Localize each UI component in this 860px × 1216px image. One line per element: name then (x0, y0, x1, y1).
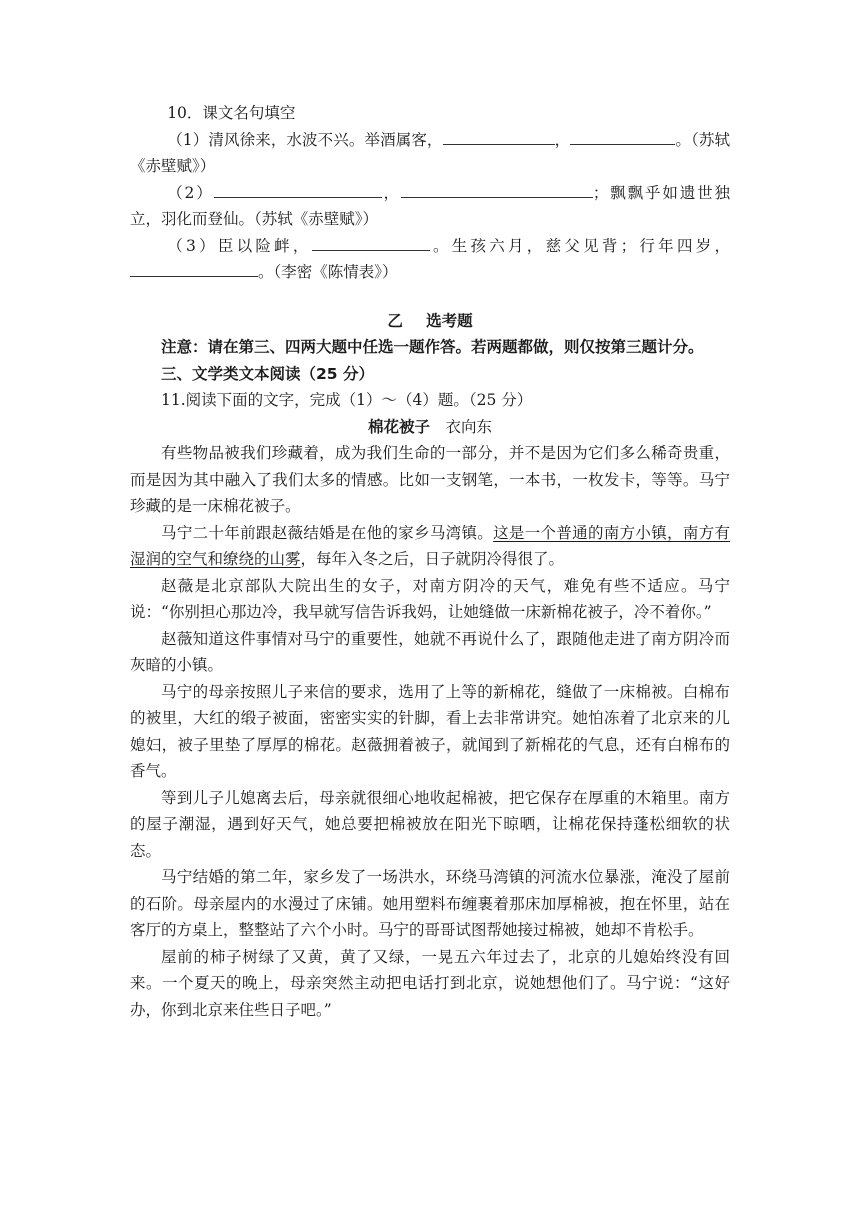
story-paragraph: 屋前的柿子树绿了又黄，黄了又绿，一晃五六年过去了，北京的儿媳始终没有回来。一个夏天的晚上，母亲突然主动把电话打到北京，说她想他们了。马宁说：“这好办，你到北京来住些日子吧。” (130, 947, 730, 1019)
story-author: 衣向东 (445, 417, 493, 436)
answer-blank[interactable] (214, 181, 382, 198)
section-heading: 乙 选考题 (387, 311, 473, 330)
story-paragraph: 马宁结婚的第二年，家乡发了一场洪水，环绕马湾镇的河流水位暴涨，淹没了屋前的石阶。母亲屋内的水漫过了床铺。她用塑料布缠裹着那床加厚棉被，抱在怀里，站在客厅的方桌上，整整站了六个小时。马宁的哥哥试图帮她接过棉被，她却不肯松手。 (130, 868, 730, 939)
question-10-item-2: （2） ， ；飘飘乎如遗世独立，羽化而登仙。（苏轼《赤壁赋》） (130, 180, 730, 233)
question-10-title: 10．课文名句填空 (167, 104, 296, 122)
story-paragraph: 赵薇是北京部队大院出生的女子，对南方阴冷的天气，难免有些不适应。马宁说：“你别担心那边冷，我早就写信告诉我妈，让她缝做一床新棉花被子，冷不着你。” (130, 576, 730, 621)
answer-blank[interactable] (401, 181, 593, 198)
question-10-item-3: （3）臣以险衅， 。生孩六月，慈父见背；行年四岁，。（李密《陈情表》） (130, 233, 730, 286)
document-page (130, 100, 730, 1023)
question-10-item-1: （1）清风徐来，水波不兴。举酒属客， ， 。（苏轼《赤壁赋》） (130, 127, 730, 180)
story-paragraph: 马宁二十年前跟赵薇结婚是在他的家乡马湾镇。这是一个普通的南方小镇，南方有湿润的空气和缭绕的山雾，每年入冬之后，日子就阴冷得很了。 (130, 523, 730, 568)
story-paragraph: 马宁的母亲按照儿子来信的要求，选用了上等的新棉花，缝做了一床棉被。白棉布的被里，大红的缎子被面，密密实实的针脚，看上去非常讲究。她怕冻着了北京来的儿媳妇，被子里垫了厚厚的棉花。赵薇拥着被子，就闻到了新棉花的气息，还有白棉布的香气。 (130, 682, 730, 780)
notice-text: 注意：请在第三、四两大题中任选一题作答。若两题都做，则仅按第三题计分。 (161, 338, 704, 356)
story-paragraph: 赵薇知道这件事情对马宁的重要性，她就不再说什么了，跟随他走进了南方阴冷而灰暗的小镇。 (130, 629, 730, 674)
story-paragraph: 有些物品被我们珍藏着，成为我们生命的一部分，并不是因为它们多么稀奇贵重，而是因为其中融入了我们太多的情感。比如一支钢笔，一本书，一枚发卡，等等。马宁珍藏的是一床棉花被子。 (130, 444, 730, 515)
part-3-heading: 三、文学类文本阅读（25 分） (161, 364, 374, 383)
question-11-prompt: 11.阅读下面的文字，完成（1）～（4）题。（25 分） (161, 391, 533, 409)
story-title: 棉花被子 (367, 417, 430, 436)
story-header (130, 414, 730, 441)
answer-blank[interactable] (570, 128, 675, 145)
answer-blank[interactable] (312, 234, 430, 251)
answer-blank[interactable] (443, 128, 555, 145)
underlined-sentence: 这是一个普通的南方小镇，南方有湿润的空气和缭绕的山雾 (130, 523, 730, 568)
answer-blank[interactable] (130, 260, 258, 277)
story-paragraph: 等到儿子儿媳离去后，母亲就很细心地收起棉被，把它保存在厚重的木箱里。南方的屋子潮湿，遇到好天气，她总要把棉被放在阳光下晾晒，让棉花保持蓬松细软的状态。 (130, 788, 730, 860)
